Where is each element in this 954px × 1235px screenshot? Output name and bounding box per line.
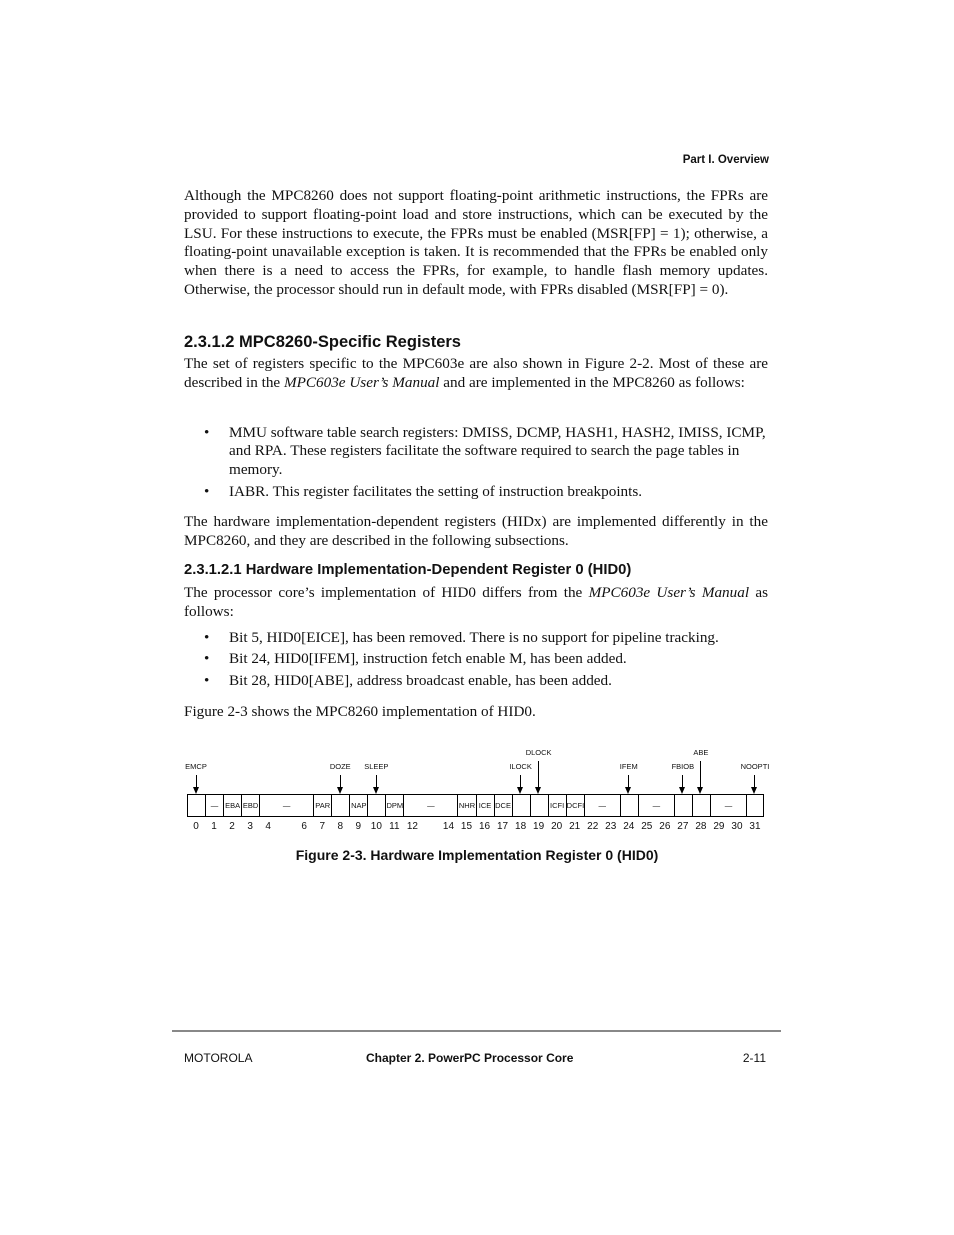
arrowhead-icon [193, 787, 199, 794]
bit-number: 10 [370, 821, 382, 832]
intro-paragraph: Although the MPC8260 does not support floating-point arithmetic instructions, the FPRs are provided to support floating-point load and store instructions, which can be executed by the LSU. For these instructions to execute, the FPRs must be enabled (MSR[FP] = 1); otherwise, a floating-point unavailable exception is taken. It is recommended that the FPRs be enabled only when there is a need to access the FPRs, for example, to handle flash memory updates. Otherwise, the processor should run in default mode, with FPRs disabled (MSR[FP] = 0). [184, 187, 768, 298]
bit-number: 30 [731, 821, 743, 832]
section-heading-2-3-1-2-1: 2.3.1.2.1 Hardware Implementation-Dependent Register 0 (HID0) [184, 562, 632, 578]
bit-number: 6 [301, 821, 307, 832]
bit-number: 3 [247, 821, 253, 832]
pointer-arrow-line [682, 775, 683, 787]
bit-number: 1 [211, 821, 217, 832]
field-pointer-label: FBIOB [671, 762, 695, 771]
footer-page-number: 2-11 [742, 1051, 766, 1065]
register-field: ICFI [548, 795, 566, 816]
bit-number: 15 [460, 821, 473, 832]
register-field: — [710, 795, 746, 816]
mmu-register-list [204, 424, 774, 502]
register-field: NHR [457, 795, 475, 816]
manual-title: MPC603e User’s Manual [588, 584, 750, 601]
register-field [367, 795, 385, 816]
bullet-glyph: • [204, 483, 210, 501]
intro-text-start: The processor core’s implementation of HID0 differs from the [184, 584, 589, 601]
footer-left: MOTOROLA [184, 1051, 253, 1065]
bullet-glyph: • [204, 650, 210, 668]
bullet-glyph: • [204, 671, 210, 689]
bit-number: 11 [389, 821, 400, 832]
bit-number: 14 [442, 821, 455, 832]
bit-number: 25 [641, 821, 653, 832]
bit-number: 16 [478, 821, 491, 832]
arrowhead-icon [679, 787, 685, 794]
register-field [530, 795, 548, 816]
register-field: DPM [385, 795, 403, 816]
bit-number: 26 [659, 821, 671, 832]
bit-number: 22 [587, 821, 599, 832]
register-field [692, 795, 710, 816]
arrowhead-icon [625, 787, 631, 794]
register-field: — [403, 795, 457, 816]
bit-number: 9 [355, 821, 362, 832]
bit-number: 20 [551, 821, 563, 832]
arrowhead-icon [517, 787, 523, 794]
register-field: — [638, 795, 674, 816]
register-field [746, 795, 764, 816]
section-heading-2-3-1-2: 2.3.1.2 MPC8260-Specific Registers [184, 333, 461, 351]
pointer-arrow-line [700, 761, 701, 787]
running-header: Part I. Overview [682, 154, 769, 166]
bit-number: 29 [713, 821, 725, 832]
register-field: EBA [223, 795, 241, 816]
bit-number: 27 [677, 821, 689, 832]
list-item-text: MMU software table search registers: DMISS, DCMP, HASH1, HASH2, IMISS, ICMP, and RPA. These registers facilitate the software required to search the page tables in memory. [229, 424, 766, 478]
list-item-text: IABR. This register facilitates the setting of instruction breakpoints. [229, 483, 643, 501]
field-pointer-label: SLEEP [364, 762, 389, 771]
bit-number: 8 [337, 821, 344, 832]
bit-number: 28 [695, 821, 707, 832]
bit-number: 12 [406, 821, 418, 832]
intro-text-start: The set of registers specific to the MPC603e are also shown in Figure 2-2. Most of these are described in the [184, 355, 768, 391]
register-field: EBD [241, 795, 259, 816]
register-field: DCFI [566, 795, 584, 816]
field-pointer-label: DLOCK [525, 748, 552, 757]
field-pointer-label: EMCP [185, 762, 207, 771]
bit-number: 2 [229, 821, 235, 832]
field-pointer-label: IFEM [619, 762, 638, 771]
bit-number: 18 [515, 821, 527, 832]
register-field [187, 795, 205, 816]
bit-number: 23 [605, 821, 617, 832]
hid-paragraph: The hardware implementation-dependent registers (HIDx) are implemented differently in the MPC8260, and they are described in the following subsections. [184, 513, 768, 549]
arrowhead-icon [337, 787, 343, 794]
register-bitfield-box [187, 794, 764, 817]
list-item [204, 424, 774, 479]
figure-reference: Figure 2-3 shows the MPC8260 implementation of HID0. [184, 703, 536, 720]
manual-title: MPC603e User’s Manual [283, 373, 440, 391]
register-field: — [584, 795, 620, 816]
list-item [204, 483, 774, 501]
bit-number: 21 [569, 821, 581, 832]
list-item-text: Bit 24, HID0[IFEM], instruction fetch enable M, has been added. [229, 650, 627, 668]
register-field: PAR [313, 795, 331, 816]
register-field [674, 795, 692, 816]
bit-number: 4 [265, 821, 271, 832]
figure-caption: Figure 2-3. Hardware Implementation Register 0 (HID0) [295, 847, 659, 863]
list-item-text: Bit 5, HID0[EICE], has been removed. There is no support for pipeline tracking. [229, 629, 719, 646]
list-item-text: Bit 28, HID0[ABE], address broadcast enable, has been added. [229, 671, 612, 689]
arrowhead-icon [697, 787, 703, 794]
section-2-3-1-2-intro [184, 355, 768, 393]
register-field [331, 795, 349, 816]
pointer-arrow-line [538, 761, 539, 787]
pointer-arrow-line [376, 775, 377, 787]
intro-text-end: and are implemented in the MPC8260 as follows: [439, 373, 745, 391]
register-field: — [259, 795, 313, 816]
register-field: NAP [349, 795, 367, 816]
section-2-3-1-2-1-intro [184, 584, 768, 622]
field-pointer-label: DOZE [329, 762, 351, 771]
bullet-glyph: • [204, 424, 210, 441]
bit-number: 17 [496, 821, 509, 832]
pointer-arrow-line [754, 775, 755, 787]
bit-number: 19 [533, 821, 545, 832]
register-field: DCE [494, 795, 512, 816]
field-pointer-label: NOOPTI [740, 762, 770, 771]
footer-rule [172, 1030, 781, 1032]
footer-chapter: Chapter 2. PowerPC Processor Core [366, 1051, 574, 1065]
bit-number: 24 [623, 821, 635, 832]
pointer-arrow-line [196, 775, 197, 787]
register-field: — [205, 795, 223, 816]
hid0-change-list [204, 629, 774, 690]
bit-number: 7 [319, 821, 326, 832]
list-item [204, 650, 774, 668]
bullet-glyph: • [204, 629, 210, 646]
arrowhead-icon [535, 787, 541, 794]
field-pointer-label: ABE [693, 748, 709, 757]
bit-number: 31 [749, 821, 761, 832]
arrowhead-icon [373, 787, 379, 794]
register-field: ICE [476, 795, 494, 816]
arrowhead-icon [751, 787, 757, 794]
field-pointer-label: ILOCK [509, 762, 532, 771]
bit-number: 0 [193, 821, 199, 832]
intro-text-end: as follows: [184, 584, 768, 620]
pointer-arrow-line [520, 775, 521, 787]
pointer-arrow-line [340, 775, 341, 787]
pointer-arrow-line [628, 775, 629, 787]
list-item [204, 672, 774, 690]
register-field [620, 795, 638, 816]
list-item [204, 629, 774, 647]
register-field [512, 795, 530, 816]
